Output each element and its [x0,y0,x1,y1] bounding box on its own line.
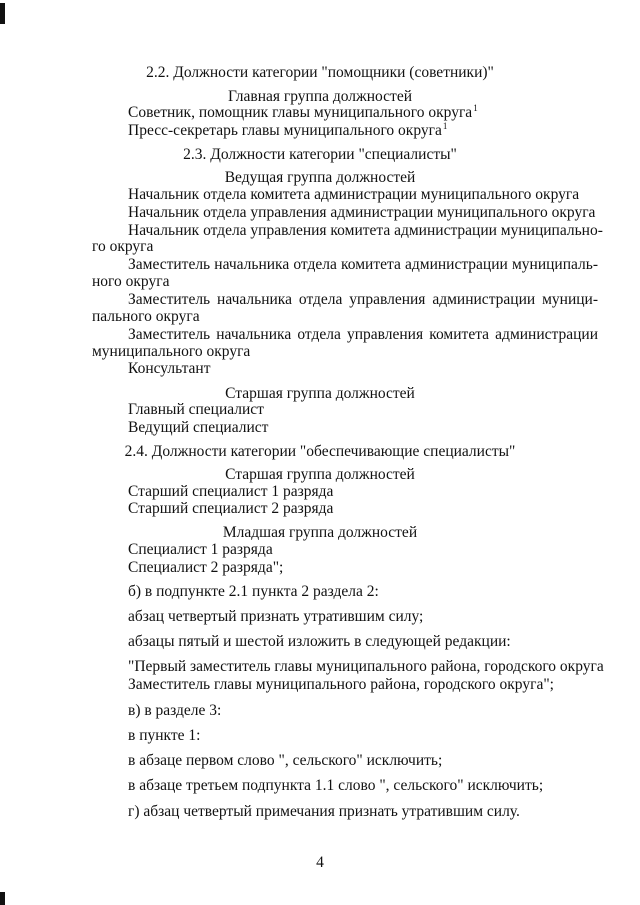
position-line: Ведущий специалист [128,419,269,436]
position-line-continued: муниципального округа [92,343,251,360]
amendment-paragraph: абзацы пятый и шестой изложить в следующей редакции: [128,633,511,650]
section-heading-2-2: 2.2. Должности категории "помощники (советники)" [146,64,494,81]
position-line: Начальник отдела комитета администрации муниципального округа [128,186,580,203]
position-line-continued: ного округа [92,273,170,290]
footnote-mark: 1 [473,103,478,113]
amendment-paragraph: в абзаце первом слово ", сельского" исключить; [128,752,443,769]
group-heading-senior-2: Старшая группа должностей [225,466,415,483]
amendment-paragraph: в абзаце третьем подпункта 1.1 слово ", сельского" исключить; [128,777,544,794]
group-heading-senior: Старшая группа должностей [225,385,415,402]
section-heading-2-3: 2.3. Должности категории "специалисты" [183,146,457,163]
position-line: Начальник отдела управления комитета администрации муниципально- [128,222,603,239]
position-line: Старший специалист 2 разряда [128,500,334,517]
position-line: Заместитель начальника отдела управления администрации муници- [128,291,598,308]
position-line: Старший специалист 1 разряда [128,483,334,500]
position-line: Специалист 1 разряда [128,541,273,558]
amendment-paragraph: абзац четвертый признать утратившим силу; [128,608,424,625]
position-line-continued: пального округа [92,308,200,325]
group-heading-main: Главная группа должностей [227,88,413,105]
position-line: Главный специалист [128,401,264,418]
amendment-paragraph: в пункте 1: [128,727,201,744]
amendment-paragraph: в) в разделе 3: [128,702,222,719]
footnote-mark: 1 [442,121,448,131]
section-heading-2-4: 2.4. Должности категории "обеспечивающие специалисты" [124,443,516,460]
group-heading-leading: Ведущая группа должностей [224,169,416,186]
position-line: Заместитель начальника отдела комитета администрации муниципаль- [128,256,598,273]
position-line [128,122,447,140]
amendment-quote-line: Заместитель главы муниципального района, городского округа"; [128,676,554,693]
position-line: Специалист 2 разряда"; [128,559,284,576]
amendment-paragraph: б) в подпункте 2.1 пункта 2 раздела 2: [128,583,379,600]
scan-edge-mark-bottom [0,892,5,905]
position-line: Заместитель начальника отдела управления комитета администрации [128,326,598,343]
group-heading-junior: Младшая группа должностей [222,524,418,541]
position-text: Пресс-секретарь главы муниципального округа [128,122,442,139]
amendment-quote-line: "Первый заместитель главы муниципального района, городского округа [128,658,604,675]
amendment-paragraph: г) абзац четвертый примечания признать утратившим силу. [128,803,520,820]
position-line [128,104,478,122]
page-number: 4 [316,854,324,871]
position-line: Начальник отдела управления администрации муниципального округа [128,204,596,221]
position-text: Советник, помощник главы муниципального округа [128,104,473,121]
position-line-continued: го округа [92,238,154,255]
position-line: Консультант [128,360,211,377]
scan-edge-mark-top [0,3,5,24]
